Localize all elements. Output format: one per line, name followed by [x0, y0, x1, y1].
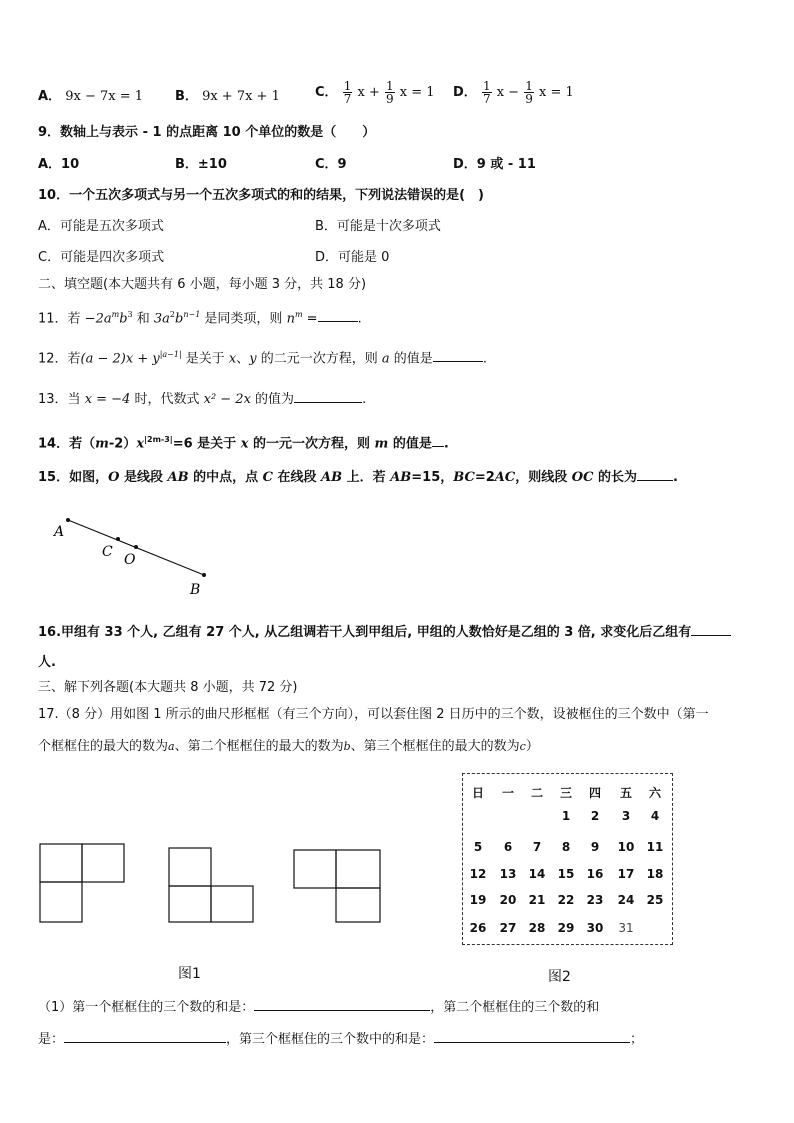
- calendar-day: 9: [590, 840, 600, 854]
- figure-1-caption: 图1: [178, 966, 201, 982]
- figure-2-caption: 图2: [548, 969, 571, 985]
- fraction: $\frac{1}{7}$: [343, 79, 352, 106]
- q16-line1: 16.甲组有 33 个人, 乙组有 27 个人, 从乙组调若干人到甲组后, 甲组的人数恰好是乙组的 3 倍, 求变化后乙组有: [38, 623, 731, 642]
- answer-blank[interactable]: [637, 468, 673, 481]
- calendar-day: 6: [503, 840, 513, 854]
- q9-option-a: A．10: [38, 157, 80, 172]
- calendar-day: 14: [528, 867, 546, 881]
- answer-blank[interactable]: [434, 1030, 630, 1043]
- calendar-day: 30: [586, 921, 604, 935]
- label-o: O: [124, 552, 136, 568]
- calendar-day: 12: [469, 867, 487, 881]
- point-o: [134, 545, 138, 549]
- answer-blank[interactable]: [64, 1030, 226, 1043]
- q13: 13．当 x = −4 时，代数式 x² − 2x 的值为 .: [38, 392, 367, 407]
- calendar-day: 5: [473, 840, 483, 854]
- calendar-weekday-header: 六: [648, 786, 661, 800]
- calendar-day: 3: [621, 809, 631, 823]
- q10-option-a: A．可能是五次多项式: [38, 219, 164, 234]
- q9-option-d: D．9 或 - 11: [453, 157, 536, 172]
- calendar-weekday-header: 日: [471, 786, 484, 800]
- calendar-day: 13: [499, 867, 517, 881]
- q9-option-b: B．±10: [175, 157, 227, 172]
- answer-blank[interactable]: [691, 623, 731, 636]
- q17-line2: 个框框住的最大的数为a、第二个框框住的最大的数为b、第三个框框住的最大的数为c）: [38, 739, 539, 754]
- q12: 12．若$(a - 2)x + y^{|a-1|}$ 是关于 x、y 的二元一次方程，则 a 的值是 .: [38, 350, 487, 367]
- l-frame-3: [294, 850, 380, 922]
- q8-option-c: C． $\frac{1}{7}$ x + $\frac{1}{9}$ x = 1: [315, 79, 435, 106]
- calendar-weekday-header: 四: [588, 786, 601, 800]
- section-2-heading: 二、填空题(本大题共有 6 小题，每小题 3 分，共 18 分): [38, 277, 367, 292]
- q17-sub1-line2: 是： ，第三个框框住的三个数中的和是： ；: [38, 1032, 644, 1047]
- calendar-day: 1: [561, 809, 571, 823]
- calendar-day: 2: [590, 809, 600, 823]
- q9-option-c: C．9: [315, 157, 347, 172]
- calendar-day: 25: [646, 893, 664, 907]
- fraction: $\frac{1}{9}$: [525, 79, 533, 106]
- calendar-day: 20: [499, 893, 517, 907]
- q8-option-b: B． 9x + 7x + 1: [175, 89, 280, 104]
- calendar-day: 27: [499, 921, 517, 935]
- fraction: $\frac{1}{9}$: [385, 79, 394, 106]
- point-a: [66, 518, 70, 522]
- line-segment-figure: [40, 508, 230, 603]
- calendar-weekday-header: 二: [530, 786, 543, 800]
- calendar-weekday-header: 三: [559, 786, 572, 800]
- q10-option-c: C．可能是四次多项式: [38, 250, 165, 265]
- calendar-day: 11: [646, 840, 664, 854]
- q16-line2: 人.: [38, 655, 56, 670]
- calendar-day: 18: [646, 867, 664, 881]
- calendar-day: 23: [586, 893, 604, 907]
- fraction: $\frac{1}{7}$: [482, 79, 491, 106]
- point-c: [116, 537, 120, 541]
- q10-option-d: D．可能是 0: [315, 250, 390, 265]
- calendar-day: 4: [650, 809, 660, 823]
- q10-option-b: B．可能是十次多项式: [315, 219, 441, 234]
- calendar: [462, 773, 673, 945]
- calendar-day: 21: [528, 893, 546, 907]
- l-frame-1: [40, 844, 124, 922]
- calendar-day: 10: [617, 840, 635, 854]
- l-frame-2: [169, 848, 253, 922]
- calendar-day: 8: [561, 840, 571, 854]
- point-b: [202, 573, 206, 577]
- calendar-day: 24: [617, 893, 635, 907]
- answer-blank[interactable]: [254, 998, 430, 1011]
- figure-1-shapes: [38, 842, 388, 927]
- answer-blank[interactable]: [294, 390, 362, 403]
- q14: 14．若$(m-2)x^{|2m-3|}=6$ 是关于 x 的一元一次方程，则 m 的值是 .: [38, 435, 449, 452]
- q17-sub1-line1: （1）第一个框框住的三个数的和是： ，第二个框框住的三个数的和: [38, 1000, 600, 1015]
- label-b: B: [190, 582, 201, 598]
- calendar-day: 15: [557, 867, 575, 881]
- calendar-weekday-header: 五: [619, 786, 632, 800]
- q8-option-d: D． $\frac{1}{7}$ x − $\frac{1}{9}$ x = 1: [453, 79, 574, 106]
- q8-option-a: A． 9x − 7x = 1: [38, 89, 143, 104]
- calendar-day: 28: [528, 921, 546, 935]
- q15: 15．如图，O 是线段 AB 的中点，点 C 在线段 AB 上．若 AB=15，BC=2AC，则线段 OC 的长为 .: [38, 470, 678, 485]
- calendar-day: 16: [586, 867, 604, 881]
- q10-stem: 10．一个五次多项式与另一个五次多项式的和的结果，下列说法错误的是( ): [38, 188, 484, 203]
- label-c: C: [102, 544, 113, 560]
- q11: 11．若 $-2a^mb^3$ 和 $3a^2b^{n-1}$ 是同类项，则 $n^m$ = .: [38, 310, 362, 327]
- calendar-day: 26: [469, 921, 487, 935]
- label-a: A: [54, 524, 65, 540]
- answer-blank[interactable]: [433, 349, 483, 362]
- q17-line1: 17.（8 分）用如图 1 所示的曲尺形框框（有三个方向），可以套住图 2 日历中的三个数，设被框住的三个数中（第一: [38, 707, 709, 722]
- calendar-day: 17: [617, 867, 635, 881]
- calendar-day: 19: [469, 893, 487, 907]
- calendar-day: 22: [557, 893, 575, 907]
- answer-blank[interactable]: [432, 434, 444, 447]
- calendar-day: 7: [532, 840, 542, 854]
- answer-blank[interactable]: [318, 309, 358, 322]
- calendar-day: 29: [557, 921, 575, 935]
- calendar-weekday-header: 一: [501, 786, 514, 800]
- calendar-day: 31: [618, 921, 634, 935]
- section-3-heading: 三、解下列各题(本大题共 8 小题，共 72 分): [38, 680, 298, 695]
- q9-stem: 9．数轴上与表示 - 1 的点距离 10 个单位的数是（ ）: [38, 125, 376, 140]
